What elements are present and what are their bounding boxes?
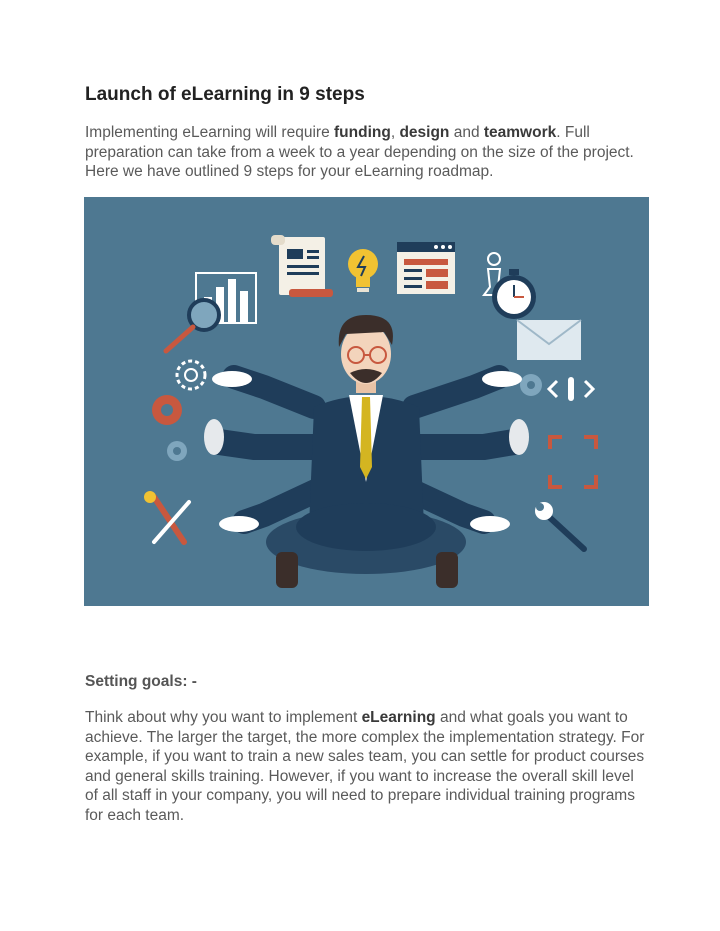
envelope-icon: [517, 320, 581, 360]
intro-separator: ,: [390, 124, 400, 141]
section-bold-elearning: eLearning: [361, 709, 436, 726]
intro-bold-design: design: [399, 124, 450, 141]
gear-icon: [152, 395, 182, 425]
browser-window-icon: [397, 242, 455, 294]
section-text: Think about why you want to implement: [85, 709, 362, 726]
section-text: and what goals you want to achieve. The larger the target, the more complex the implementation strategy. For example, if you want to train a new sales team, you can settle for product courses and general skills training. However, if you want to increase the overall skill level of all staff in your company, you will need to prepare individual training programs for each team.: [85, 709, 645, 824]
intro-text: Implementing eLearning will require: [85, 124, 334, 141]
document-icon: [271, 235, 333, 297]
intro-text: . Full preparation can take from a week to a year depending on the size of the project. Here we have outlined 9 steps for your eLearning roadmap.: [85, 124, 634, 180]
hero-illustration: [84, 197, 649, 606]
intro-bold-funding: funding: [334, 124, 391, 141]
page-title: Launch of eLearning in 9 steps: [85, 84, 365, 105]
section-paragraph: [85, 708, 645, 826]
section-heading: Setting goals: -: [85, 673, 197, 690]
intro-separator: and: [449, 124, 484, 141]
intro-bold-teamwork: teamwork: [483, 124, 557, 141]
gear-icon: [520, 374, 542, 396]
intro-paragraph: [85, 123, 645, 182]
gear-icon: [167, 441, 187, 461]
